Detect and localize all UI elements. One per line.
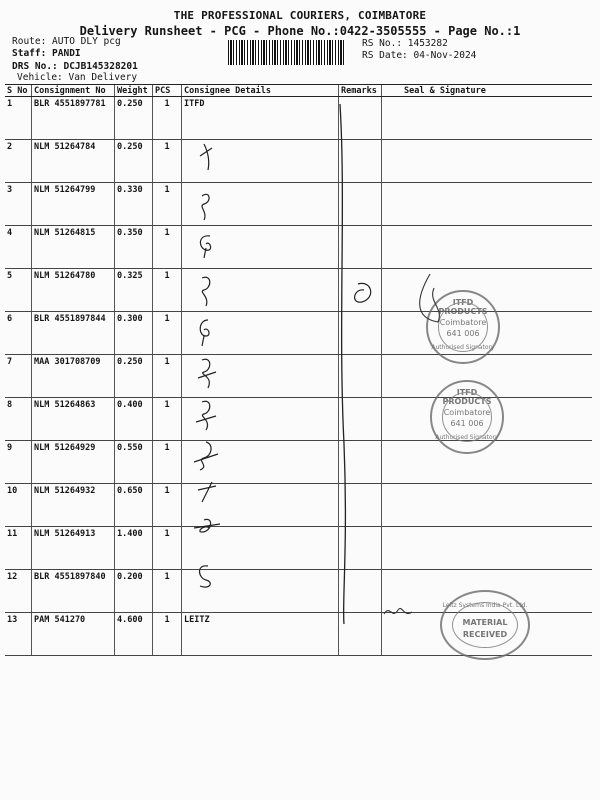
cell-sno: 6 xyxy=(5,312,32,355)
signature-row-3 xyxy=(202,194,209,220)
col-remarks: Remarks xyxy=(339,85,382,97)
cell-weight: 0.400 xyxy=(115,398,153,441)
cell-consignment: BLR 4551897844 xyxy=(32,312,115,355)
cell-seal xyxy=(382,527,593,570)
remarks-mark xyxy=(355,283,371,302)
table-row xyxy=(5,355,592,398)
cell-consignment: NLM 51264815 xyxy=(32,226,115,269)
col-consignment: Consignment No xyxy=(32,85,115,97)
cell-consignee: LEITZ xyxy=(182,613,339,656)
signature-row-6 xyxy=(200,320,209,346)
cell-pcs: 1 xyxy=(153,269,182,312)
stamp-material: MATERIAL xyxy=(462,618,508,627)
cell-pcs: 1 xyxy=(153,355,182,398)
stamp-received: RECEIVED xyxy=(462,630,508,639)
cell-weight: 0.250 xyxy=(115,140,153,183)
stamp-ring-text: Leitz Systems India Pvt. Ltd. xyxy=(442,602,528,609)
cell-pcs: 1 xyxy=(153,312,182,355)
stamp-pin: 641 006 xyxy=(450,419,484,428)
cell-seal xyxy=(382,140,593,183)
table-row xyxy=(5,183,592,226)
cell-consignment: NLM 51264929 xyxy=(32,441,115,484)
col-pcs: PCS xyxy=(153,85,182,97)
handwritten-signatures xyxy=(190,140,230,630)
stamp-name: ITFD PRODUCTS xyxy=(442,388,492,406)
cell-pcs: 1 xyxy=(153,484,182,527)
stamp-name: ITFD PRODUCTS xyxy=(438,298,488,316)
cell-sno: 10 xyxy=(5,484,32,527)
signature-row-10 xyxy=(198,482,216,502)
cell-pcs: 1 xyxy=(153,226,182,269)
cell-consignment: MAA 301708709 xyxy=(32,355,115,398)
cell-sno: 5 xyxy=(5,269,32,312)
drs-number: DRS No.: DCJB145328201 xyxy=(12,61,138,72)
cell-pcs: 1 xyxy=(153,140,182,183)
signature-row-9 xyxy=(194,442,218,470)
cell-sno: 12 xyxy=(5,570,32,613)
signature-row-2 xyxy=(200,144,212,170)
cell-weight: 1.400 xyxy=(115,527,153,570)
signature-row-12 xyxy=(200,566,211,587)
col-seal-signature: Seal & Signature xyxy=(382,85,593,97)
stamp-city: Coimbatore xyxy=(439,318,487,327)
cell-weight: 4.600 xyxy=(115,613,153,656)
runsheet-table xyxy=(5,84,592,656)
cell-consignment: BLR 4551897781 xyxy=(32,97,115,140)
col-sno: S No xyxy=(5,85,32,97)
table-row xyxy=(5,527,592,570)
cell-consignment: NLM 51264780 xyxy=(32,269,115,312)
table-row xyxy=(5,269,592,312)
cell-seal xyxy=(382,226,593,269)
table-row xyxy=(5,484,592,527)
signature-row-4 xyxy=(200,236,210,258)
cell-weight: 0.350 xyxy=(115,226,153,269)
staff-label: Staff: PANDI xyxy=(12,48,81,59)
cell-sno: 9 xyxy=(5,441,32,484)
cell-pcs: 1 xyxy=(153,183,182,226)
signature-row-11 xyxy=(194,519,220,532)
cell-seal xyxy=(382,97,593,140)
rs-number: RS No.: 1453282 xyxy=(362,38,448,49)
table-row xyxy=(5,226,592,269)
cell-seal xyxy=(382,183,593,226)
cell-sno: 7 xyxy=(5,355,32,398)
cell-pcs: 1 xyxy=(153,527,182,570)
cell-weight: 0.330 xyxy=(115,183,153,226)
cell-pcs: 1 xyxy=(153,570,182,613)
runsheet-subtitle: Delivery Runsheet - PCG - Phone No.:0422-3505555 - Page No.:1 xyxy=(79,24,521,38)
cell-sno: 8 xyxy=(5,398,32,441)
cell-weight: 0.250 xyxy=(115,355,153,398)
cell-consignment: NLM 51264932 xyxy=(32,484,115,527)
col-consignee: Consignee Details xyxy=(182,85,339,97)
cell-pcs: 1 xyxy=(153,441,182,484)
cell-consignment: NLM 51264784 xyxy=(32,140,115,183)
cell-weight: 0.250 xyxy=(115,97,153,140)
seal-signature-scribble xyxy=(410,268,450,328)
cell-pcs: 1 xyxy=(153,613,182,656)
cell-weight: 0.650 xyxy=(115,484,153,527)
col-weight: Weight xyxy=(115,85,153,97)
signature-row-5 xyxy=(202,277,210,306)
barcode xyxy=(228,40,346,65)
table-row xyxy=(5,97,592,140)
signature-row-8 xyxy=(196,401,216,430)
cell-weight: 0.550 xyxy=(115,441,153,484)
table-row xyxy=(5,441,592,484)
cell-sno: 1 xyxy=(5,97,32,140)
leitz-signature-scribble xyxy=(382,600,418,624)
cell-consignment: NLM 51264863 xyxy=(32,398,115,441)
cell-consignee: ITFD xyxy=(182,97,339,140)
cell-consignment: NLM 51264913 xyxy=(32,527,115,570)
signature-row-7 xyxy=(198,359,216,388)
cell-sno: 4 xyxy=(5,226,32,269)
cell-sno: 2 xyxy=(5,140,32,183)
cell-weight: 0.325 xyxy=(115,269,153,312)
document-title: THE PROFESSIONAL COURIERS, COIMBATORE xyxy=(173,9,427,22)
stamp-sign: Authorised Signatory xyxy=(435,434,499,441)
rs-date: RS Date: 04-Nov-2024 xyxy=(362,50,477,61)
table-header-row xyxy=(5,85,592,97)
cell-sno: 13 xyxy=(5,613,32,656)
cell-sno: 11 xyxy=(5,527,32,570)
cell-weight: 0.200 xyxy=(115,570,153,613)
remarks-strike-line xyxy=(336,84,376,634)
cell-sno: 3 xyxy=(5,183,32,226)
cell-weight: 0.300 xyxy=(115,312,153,355)
route-label: Route: AUTO DLY pcg xyxy=(12,36,121,47)
cell-seal xyxy=(382,484,593,527)
table-row xyxy=(5,140,592,183)
table-row xyxy=(5,312,592,355)
stamp-sign: Authorised Signatory xyxy=(431,344,495,351)
cell-consignment: BLR 4551897840 xyxy=(32,570,115,613)
leitz-received-stamp xyxy=(440,590,530,660)
stamp-pin: 641 006 xyxy=(446,329,480,338)
vehicle-label: Vehicle: Van Delivery xyxy=(17,72,138,83)
cell-consignment: PAM 541270 xyxy=(32,613,115,656)
cell-pcs: 1 xyxy=(153,97,182,140)
stamp-city: Coimbatore xyxy=(443,408,491,417)
cell-consignment: NLM 51264799 xyxy=(32,183,115,226)
itfd-stamp-2 xyxy=(430,380,504,454)
cell-pcs: 1 xyxy=(153,398,182,441)
